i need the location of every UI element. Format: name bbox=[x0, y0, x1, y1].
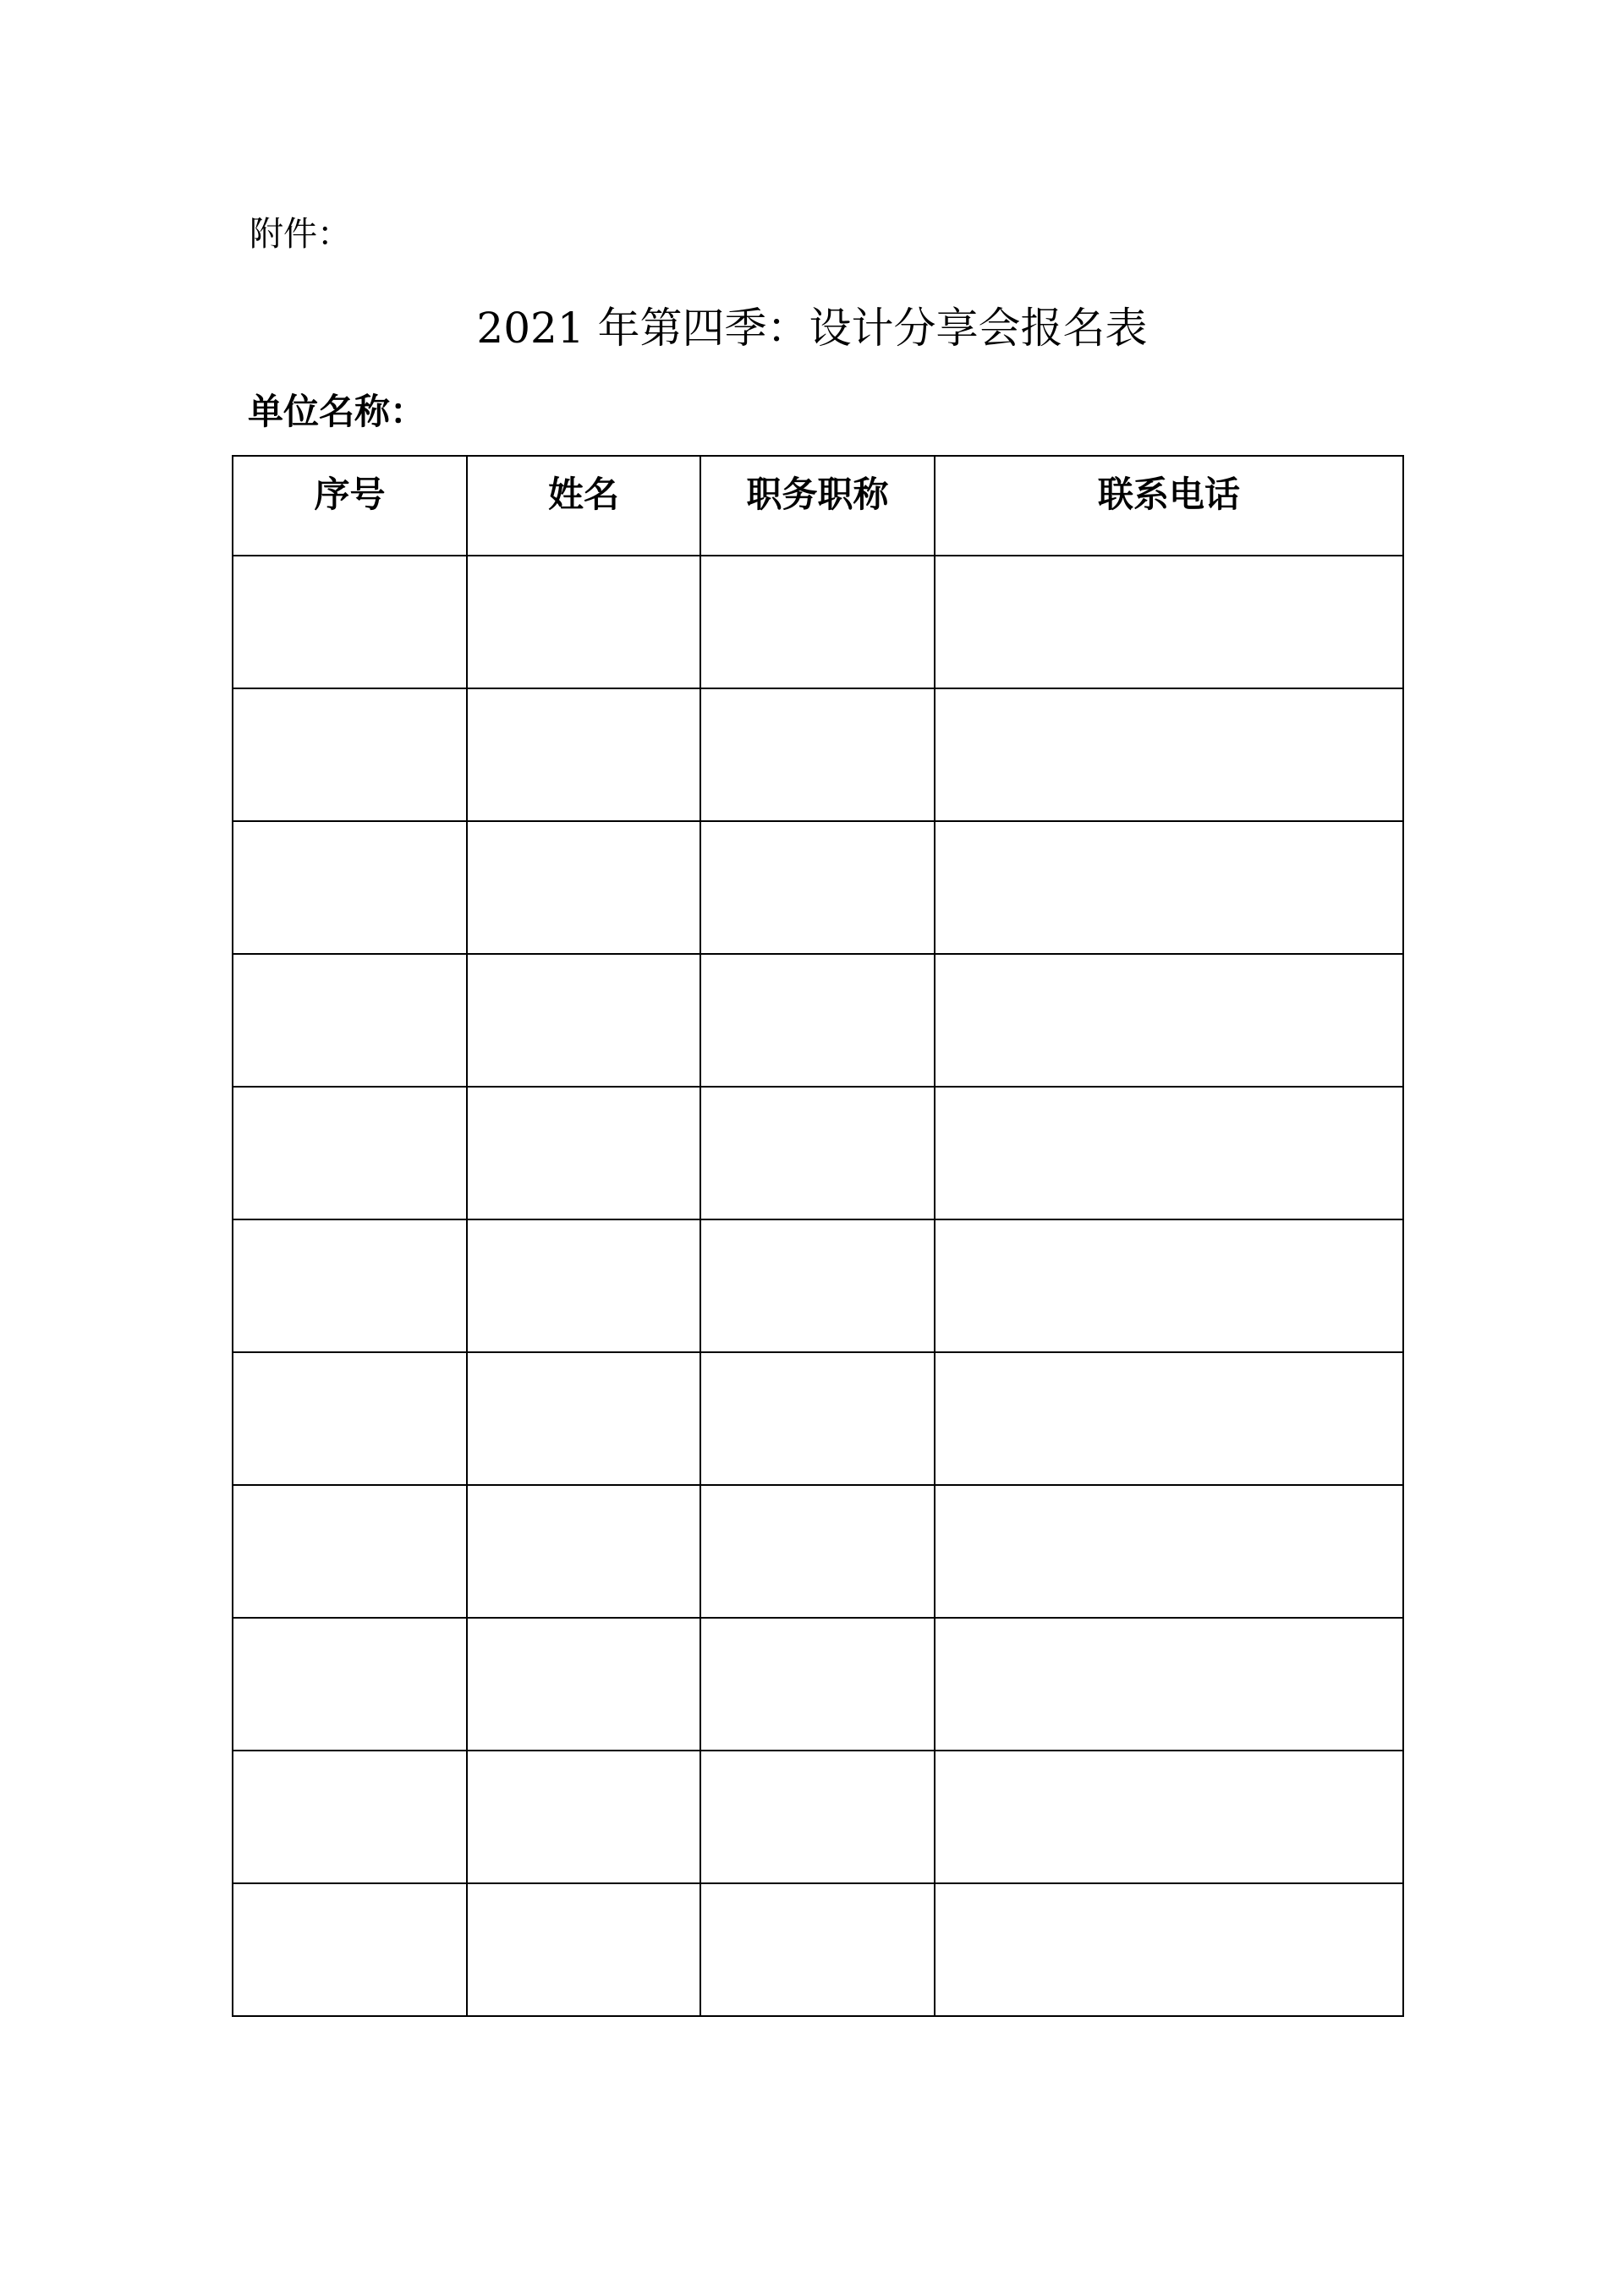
table-row bbox=[233, 1219, 1403, 1352]
cell-serial-number[interactable] bbox=[233, 1352, 467, 1485]
table-row bbox=[233, 1352, 1403, 1485]
cell-name[interactable] bbox=[467, 1485, 700, 1618]
cell-serial-number[interactable] bbox=[233, 1883, 467, 2016]
table-row bbox=[233, 688, 1403, 821]
cell-name[interactable] bbox=[467, 556, 700, 688]
table-row bbox=[233, 1087, 1403, 1219]
cell-job-title[interactable] bbox=[700, 821, 935, 954]
cell-phone[interactable] bbox=[935, 821, 1403, 954]
cell-serial-number[interactable] bbox=[233, 1618, 467, 1751]
cell-serial-number[interactable] bbox=[233, 1751, 467, 1883]
attachment-label: 附件： bbox=[250, 215, 351, 254]
cell-serial-number[interactable] bbox=[233, 556, 467, 688]
cell-phone[interactable] bbox=[935, 688, 1403, 821]
table-row bbox=[233, 556, 1403, 688]
cell-job-title[interactable] bbox=[700, 1219, 935, 1352]
cell-job-title[interactable] bbox=[700, 1352, 935, 1485]
header-phone: 联系电话 bbox=[935, 456, 1403, 556]
cell-phone[interactable] bbox=[935, 1618, 1403, 1751]
cell-serial-number[interactable] bbox=[233, 688, 467, 821]
cell-job-title[interactable] bbox=[700, 556, 935, 688]
cell-name[interactable] bbox=[467, 821, 700, 954]
cell-name[interactable] bbox=[467, 1087, 700, 1219]
table-row bbox=[233, 1618, 1403, 1751]
cell-name[interactable] bbox=[467, 1219, 700, 1352]
cell-name[interactable] bbox=[467, 1352, 700, 1485]
header-name: 姓名 bbox=[467, 456, 700, 556]
document-title: 2021 年第四季：设计分享会报名表 bbox=[476, 304, 1148, 353]
cell-serial-number[interactable] bbox=[233, 1219, 467, 1352]
header-serial-number: 序号 bbox=[233, 456, 467, 556]
cell-job-title[interactable] bbox=[700, 1618, 935, 1751]
cell-job-title[interactable] bbox=[700, 1751, 935, 1883]
unit-name-label: 单位名称： bbox=[248, 391, 426, 432]
cell-phone[interactable] bbox=[935, 1751, 1403, 1883]
cell-phone[interactable] bbox=[935, 1883, 1403, 2016]
cell-phone[interactable] bbox=[935, 556, 1403, 688]
table-header-row bbox=[233, 456, 1403, 556]
signup-table bbox=[232, 455, 1404, 2017]
cell-serial-number[interactable] bbox=[233, 1087, 467, 1219]
table-row bbox=[233, 1751, 1403, 1883]
cell-name[interactable] bbox=[467, 1883, 700, 2016]
header-job-title: 职务职称 bbox=[700, 456, 935, 556]
cell-serial-number[interactable] bbox=[233, 1485, 467, 1618]
cell-job-title[interactable] bbox=[700, 1485, 935, 1618]
table-row bbox=[233, 1883, 1403, 2016]
cell-name[interactable] bbox=[467, 688, 700, 821]
cell-phone[interactable] bbox=[935, 1219, 1403, 1352]
cell-serial-number[interactable] bbox=[233, 821, 467, 954]
cell-job-title[interactable] bbox=[700, 954, 935, 1087]
cell-name[interactable] bbox=[467, 1618, 700, 1751]
cell-serial-number[interactable] bbox=[233, 954, 467, 1087]
cell-phone[interactable] bbox=[935, 1352, 1403, 1485]
cell-name[interactable] bbox=[467, 954, 700, 1087]
cell-job-title[interactable] bbox=[700, 1883, 935, 2016]
cell-name[interactable] bbox=[467, 1751, 700, 1883]
table-row bbox=[233, 821, 1403, 954]
cell-phone[interactable] bbox=[935, 1485, 1403, 1618]
cell-job-title[interactable] bbox=[700, 1087, 935, 1219]
cell-phone[interactable] bbox=[935, 1087, 1403, 1219]
cell-job-title[interactable] bbox=[700, 688, 935, 821]
table-row bbox=[233, 954, 1403, 1087]
cell-phone[interactable] bbox=[935, 954, 1403, 1087]
table-row bbox=[233, 1485, 1403, 1618]
